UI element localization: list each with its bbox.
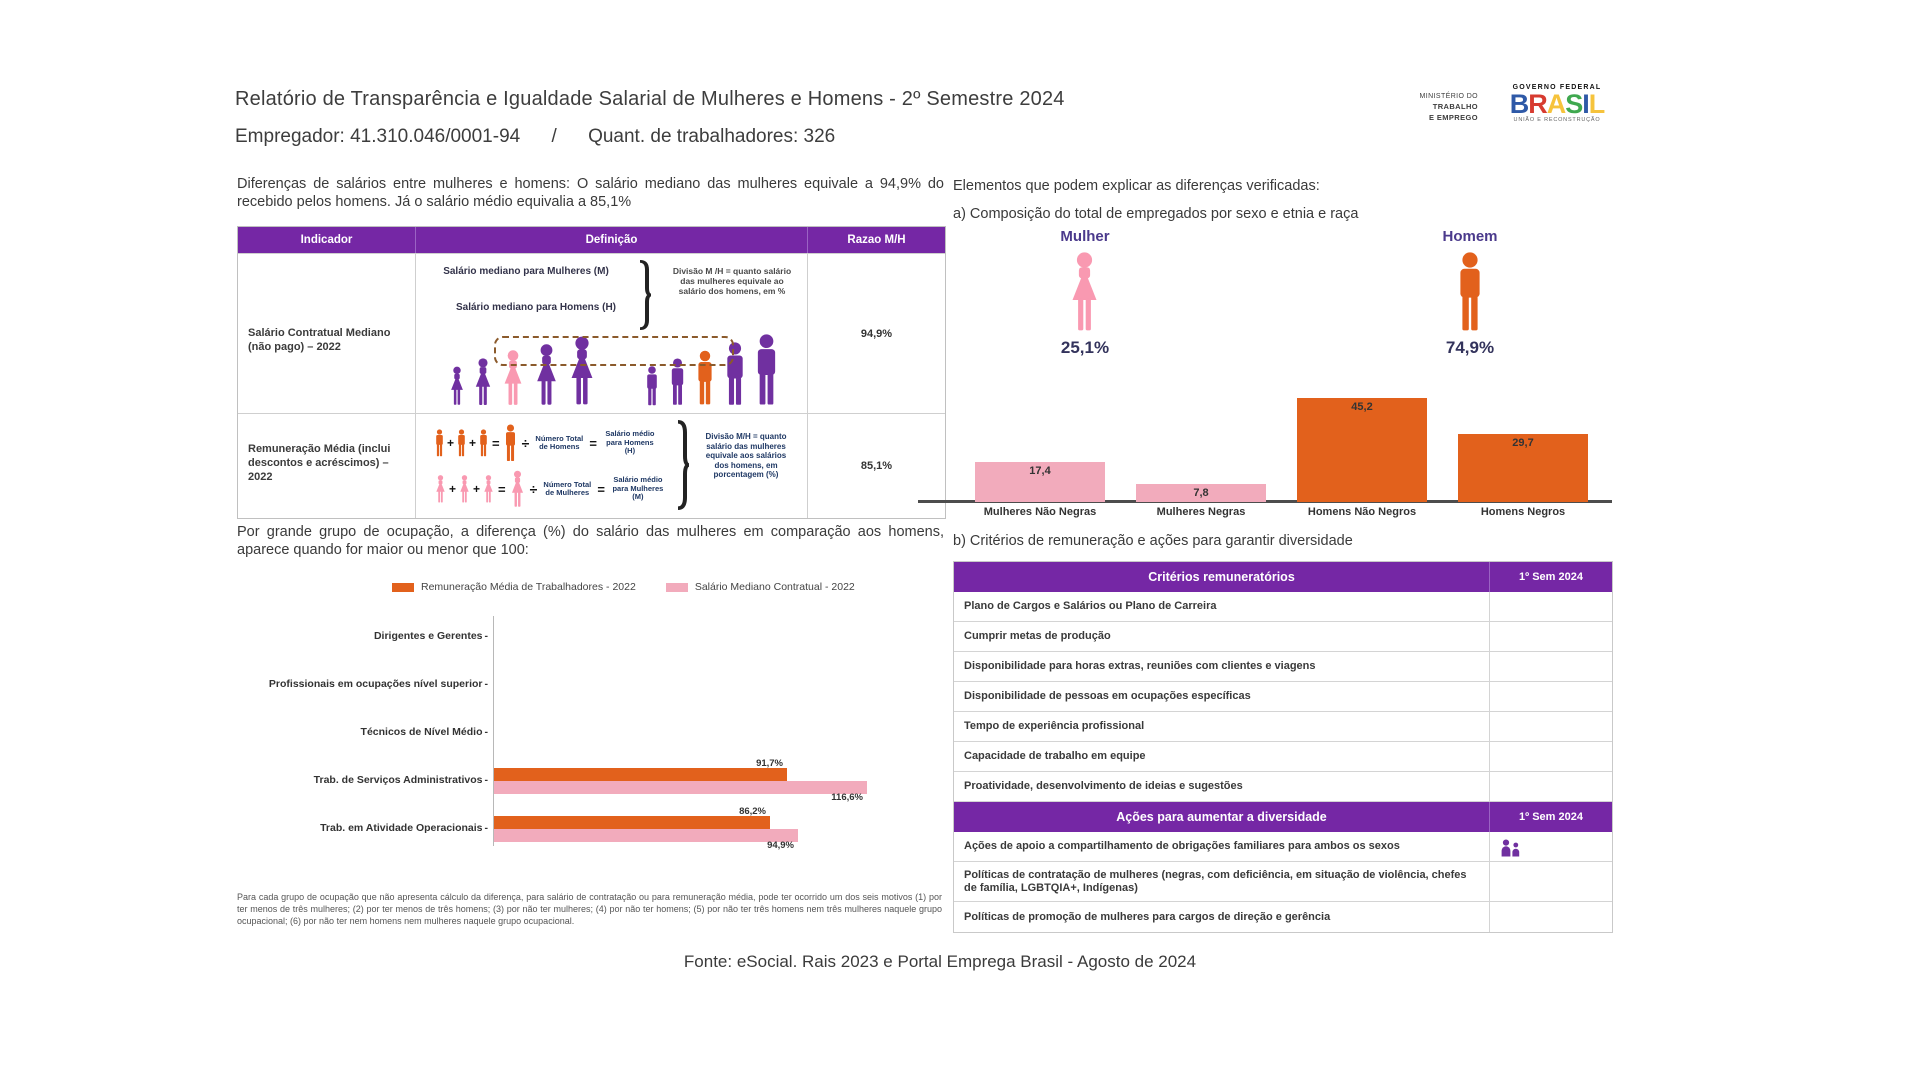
actions-row-text: Ações de apoio a compartilhamento de obrigações familiares para ambos os sexos xyxy=(964,840,1400,852)
person-icon-man xyxy=(752,334,781,406)
source-line: Fonte: eSocial. Rais 2023 e Portal Emprega Brasil - Agosto de 2024 xyxy=(683,952,1197,971)
person-icon-woman xyxy=(509,470,526,508)
row2-ratio-value: 85,1% xyxy=(860,460,893,472)
ministry-logo xyxy=(1380,92,1478,124)
legend-swatch-remuneracao xyxy=(392,583,414,592)
brasil-logo-wordmark xyxy=(1496,91,1618,117)
criteria-row-text: Plano de Cargos e Salários ou Plano de Carreira xyxy=(964,600,1217,612)
composition-bar xyxy=(1297,398,1427,502)
criteria-row-text: Disponibilidade para horas extras, reuniões com clientes e viagens xyxy=(964,660,1316,672)
occupation-category-label: Trab. de Serviços Administrativos - xyxy=(208,774,488,786)
occupation-chart-legend xyxy=(392,581,855,593)
women-average-formula: + + = ÷ Número Total de Mulheres = Salário médio para Mulheres (M) xyxy=(434,466,667,512)
page-title: Relatório de Transparência e Igualdade Salarial de Mulheres e Homens - 2º Semestre 2024 xyxy=(235,88,1065,110)
brasil-logo-letter: A xyxy=(1546,89,1566,119)
criteria-row-value xyxy=(1489,652,1612,681)
row1-indicator-cell xyxy=(238,253,416,413)
actions-row xyxy=(954,832,1612,862)
homem-percentage: 74,9% xyxy=(1445,338,1495,357)
criteria-row-value xyxy=(1489,742,1612,771)
criteria-table xyxy=(953,561,1613,933)
composition-category-label: Homens Não Negros xyxy=(1307,506,1417,518)
actions-header-row xyxy=(954,802,1612,832)
occupation-axis xyxy=(493,616,494,846)
criteria-row xyxy=(954,712,1612,742)
composition-category-label: Homens Negros xyxy=(1480,506,1566,518)
ministry-logo-line1: MINISTÉRIO DO xyxy=(1419,93,1478,100)
row2-indicator-cell xyxy=(238,413,416,518)
legend-label-remuneracao: Remuneração Média de Trabalhadores - 2022 xyxy=(421,581,636,593)
actions-row-value xyxy=(1489,832,1612,861)
criteria-row xyxy=(954,592,1612,622)
criteria-row-text: Disponibilidade de pessoas em ocupações específicas xyxy=(964,690,1251,702)
criteria-row-value xyxy=(1489,592,1612,621)
brasil-logo-letter: S xyxy=(1565,89,1583,119)
family-support-icon xyxy=(1500,839,1522,857)
person-icon-man xyxy=(644,366,660,406)
criteria-row-value xyxy=(1489,682,1612,711)
criteria-header-title: Critérios remuneratórios xyxy=(1148,569,1295,584)
criteria-row xyxy=(954,622,1612,652)
person-icon-man xyxy=(1454,252,1486,332)
occupation-chart-footnote: Para cada grupo de ocupação que não apresenta cálculo da diferença, para salário de contratação ou para remuneração média, pode ter ocorrido um dos seis motivos (1) por ter menos de três mulheres; (2) por ter menos de três homens; (3) por não ter mulheres; (4) por não ter homens; (5) por não ter três homens nem três mulheres naquele grupo ocupacional; (6) por não ter nem homens nem mulheres naquele grupo ocupacional. xyxy=(237,892,942,926)
gov-logo-top: GOVERNO FEDERAL xyxy=(1512,84,1602,91)
highlight-dashed-box xyxy=(494,336,734,366)
person-icon-woman xyxy=(482,475,495,503)
employer-line xyxy=(235,126,1135,148)
homem-label: Homem xyxy=(1442,228,1498,245)
section-a-title: a) Composição do total de empregados por sexo e etnia e raça xyxy=(953,206,1359,222)
occupation-bar xyxy=(494,768,787,781)
occupation-category-label: Trab. em Atividade Operacionais - xyxy=(208,822,488,834)
criteria-row-text: Tempo de experiência profissional xyxy=(964,720,1145,732)
actions-row-value xyxy=(1489,862,1612,901)
criteria-row-text: Cumprir metas de produção xyxy=(964,630,1111,642)
occupation-category-label: Dirigentes e Gerentes - xyxy=(208,630,488,642)
criteria-row-value xyxy=(1489,712,1612,741)
actions-row-text: Políticas de contratação de mulheres (negras, com deficiência, em situação de violência, chefes de família, LGBTQIA+, Indígenas) xyxy=(964,868,1467,894)
person-icon-man xyxy=(434,429,445,457)
mulher-percentage: 25,1% xyxy=(1060,338,1110,357)
ministry-logo-line3: E EMPREGO xyxy=(1428,113,1478,122)
composition-bar-value: 45,2 xyxy=(1351,401,1373,413)
row1-def-line2: Salário mediano para Homens (H) xyxy=(455,302,617,313)
mulher-label: Mulher xyxy=(1060,228,1110,245)
median-pictogram-person xyxy=(448,366,466,406)
composition-bar-value: 7,8 xyxy=(1193,487,1209,499)
row2-def-note: Divisão M/H = quanto salário das mulheres equivale aos salários dos homens, em porcentagem (%) xyxy=(705,432,787,479)
men-divisor-label: Número Total de Homens xyxy=(535,433,584,451)
occupation-bar xyxy=(494,816,770,829)
employer-id: Empregador: 41.310.046/0001-94 xyxy=(235,126,521,147)
median-pictogram-person xyxy=(752,334,781,406)
person-icon-man xyxy=(456,429,467,457)
salary-difference-summary: Diferenças de salários entre mulheres e homens: O salário mediano das mulheres equivale a 94,9% do recebido pelos homens. Já o salário médio equivalia a 85,1% xyxy=(237,176,944,210)
ministry-logo-line2: TRABALHO xyxy=(1432,102,1478,111)
criteria-row xyxy=(954,652,1612,682)
person-icon-man xyxy=(503,424,518,462)
actions-row xyxy=(954,902,1612,932)
row1-def-line1: Salário mediano para Mulheres (M) xyxy=(443,266,609,277)
criteria-row xyxy=(954,742,1612,772)
brasil-logo-letter: B xyxy=(1509,89,1529,119)
actions-header-title: Ações para aumentar a diversidade xyxy=(1116,809,1327,824)
elements-title: Elementos que podem explicar as diferenças verificadas: xyxy=(953,178,1320,194)
occupation-chart-intro: Por grande grupo de ocupação, a diferença (%) do salário das mulheres em comparação aos homens, aparece quando for maior ou menor que 100: xyxy=(237,524,944,558)
brasil-logo-letter: I xyxy=(1582,89,1589,119)
occupation-bar-value: 94,9% xyxy=(767,840,794,851)
brasil-logo-letter: L xyxy=(1588,89,1605,119)
composition-bar-value: 17,4 xyxy=(1029,465,1051,477)
criteria-row xyxy=(954,772,1612,802)
occupation-bar-value: 86,2% xyxy=(739,806,766,817)
median-pictogram-person xyxy=(644,366,660,406)
men-result-label: Salário médio para Homens (H) xyxy=(605,429,655,456)
legend-swatch-mediano xyxy=(666,583,688,592)
composition-bar-value: 29,7 xyxy=(1512,437,1534,449)
women-divisor-label: Número Total de Mulheres xyxy=(543,479,592,497)
criteria-row xyxy=(954,682,1612,712)
person-icon-woman xyxy=(1066,252,1103,332)
actions-row-text: Políticas de promoção de mulheres para cargos de direção e gerência xyxy=(964,910,1331,923)
col-header-definicao: Definição xyxy=(416,227,808,253)
occupation-category-label: Técnicos de Nível Médio - xyxy=(208,726,488,738)
col-header-razao: Razao M/H xyxy=(808,227,945,253)
actions-row xyxy=(954,862,1612,902)
person-icon-woman xyxy=(458,475,471,503)
gov-federal-brasil-logo xyxy=(1496,84,1618,123)
row1-def-note: Divisão M /H = quanto salário das mulheres equivale ao salário dos homens, em % xyxy=(672,266,792,296)
workers-count: Quant. de trabalhadores: 326 xyxy=(588,126,836,147)
row2-indicator: Remuneração Média (inclui descontos e acréscimos) – 2022 xyxy=(248,443,391,483)
composition-category-label: Mulheres Negras xyxy=(1156,506,1246,518)
row1-indicator: Salário Contratual Mediano (não pago) – 2022 xyxy=(248,327,391,353)
separator: / xyxy=(551,126,557,147)
person-icon-woman xyxy=(434,475,447,503)
occupation-category-label: Profissionais em ocupações nível superior - xyxy=(208,678,488,690)
person-icon-man xyxy=(478,429,489,457)
criteria-header-row xyxy=(954,562,1612,592)
actions-row-value xyxy=(1489,902,1612,932)
composition-category-label: Mulheres Não Negras xyxy=(983,506,1097,518)
women-result-label: Salário médio para Mulheres (M) xyxy=(612,475,664,502)
brace-icon xyxy=(676,420,690,515)
person-icon-woman xyxy=(472,358,494,406)
median-pictogram-person xyxy=(472,358,494,406)
criteria-row-text: Proatividade, desenvolvimento de ideias e sugestões xyxy=(964,780,1243,792)
gov-logo-bottom: UNIÃO E RECONSTRUÇÃO xyxy=(1513,117,1601,123)
section-b-title: b) Critérios de remuneração e ações para garantir diversidade xyxy=(953,533,1353,549)
occupation-bar-value: 91,7% xyxy=(756,758,783,769)
legend-label-mediano: Salário Mediano Contratual - 2022 xyxy=(694,581,855,593)
actions-header-period: 1º Sem 2024 xyxy=(1489,802,1612,832)
occupation-bar-value: 116,6% xyxy=(831,792,863,803)
men-average-formula: + + = ÷ Número Total de Homens = Salário médio para Homens (H) xyxy=(434,420,659,466)
col-header-indicador: Indicador xyxy=(238,227,416,253)
row1-ratio-cell xyxy=(808,253,945,413)
criteria-row-text: Capacidade de trabalho em equipe xyxy=(964,750,1146,762)
person-icon-woman xyxy=(448,366,466,406)
row1-ratio-value: 94,9% xyxy=(860,327,893,340)
criteria-row-value xyxy=(1489,772,1612,801)
criteria-header-period: 1º Sem 2024 xyxy=(1489,562,1612,592)
brace-icon xyxy=(638,260,652,335)
criteria-row-value xyxy=(1489,622,1612,651)
brasil-logo-letter: R xyxy=(1528,89,1547,119)
